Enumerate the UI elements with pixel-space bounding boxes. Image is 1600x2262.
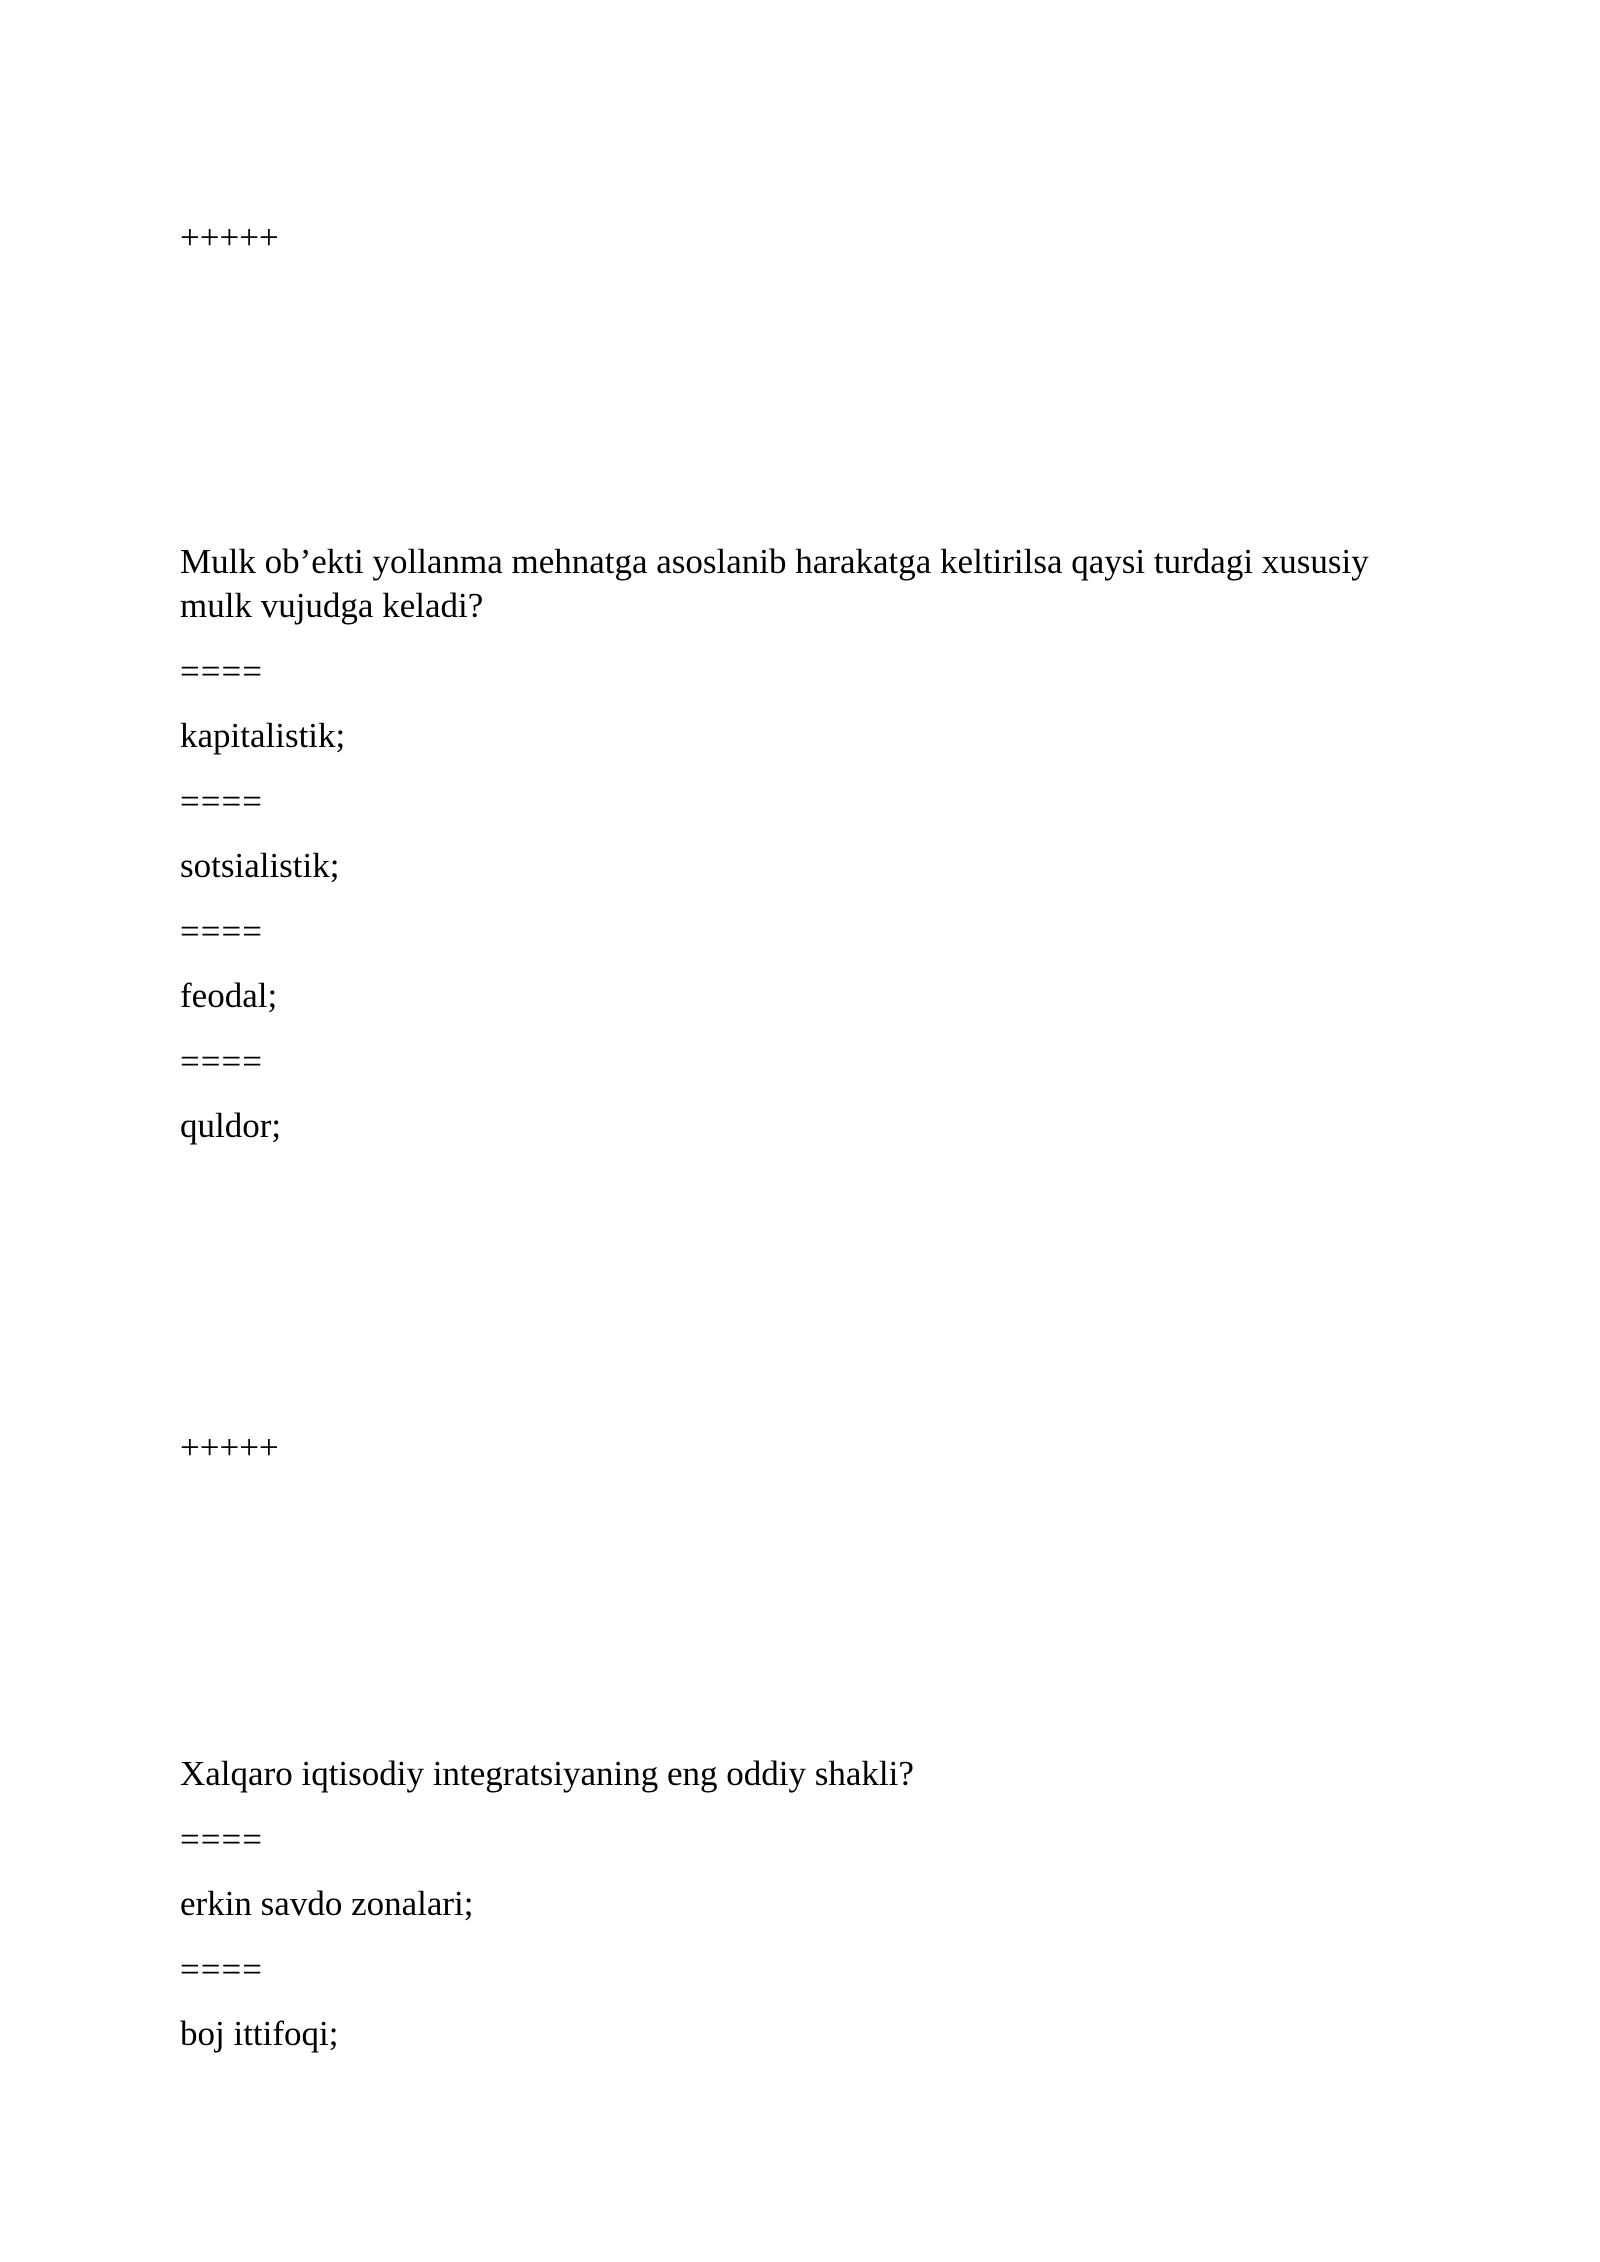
answer-separator: ==== xyxy=(180,782,263,821)
answer-separator: ==== xyxy=(180,912,263,951)
question-text: Mulk ob’ekti yollanma mehnatga asoslanib harakatga keltirilsa qaysi turdagi xususiy mulk vujudga keladi? xyxy=(180,542,1378,625)
answer-separator: ==== xyxy=(180,1820,263,1859)
answer-separator: ==== xyxy=(180,1042,263,1081)
answer-option: sotsialistik; xyxy=(180,846,340,885)
answer-option: kapitalistik; xyxy=(180,716,346,755)
block-marker: +++++ xyxy=(180,1428,279,1467)
block-marker: +++++ xyxy=(180,218,279,257)
question-text: Xalqaro iqtisodiy integratsiyaning eng oddiy shakli? xyxy=(180,1754,914,1793)
answer-separator: ==== xyxy=(180,652,263,691)
answer-option: feodal; xyxy=(180,976,278,1015)
answer-separator: ==== xyxy=(180,1950,263,1989)
answer-option: quldor; xyxy=(180,1106,282,1145)
answer-option: boj ittifoqi; xyxy=(180,2014,339,2053)
answer-option: erkin savdo zonalari; xyxy=(180,1884,474,1923)
